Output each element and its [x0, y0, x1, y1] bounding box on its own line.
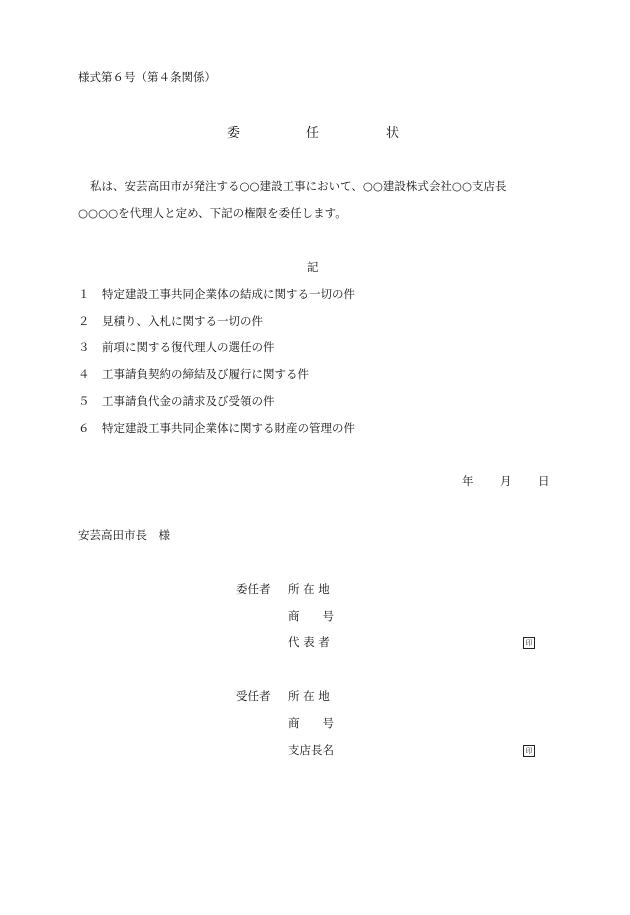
item-number: ４: [78, 367, 90, 381]
item-text: 前項に関する復代理人の選任の件: [102, 340, 275, 354]
delegatee-role: 受任者: [236, 689, 271, 703]
delegatee-location-label: 所 在 地: [288, 689, 330, 703]
date-day: 日: [538, 474, 550, 488]
delegator-location-label: 所 在 地: [288, 582, 330, 596]
list-item: [78, 342, 275, 354]
delegator-trade-name-label: 商 号: [288, 609, 334, 623]
body-line-1: 私は、安芸高田市が発注する○○建設工事において、○○建設株式会社○○支店長: [90, 179, 507, 193]
ki-heading: 記: [307, 260, 319, 274]
delegatee-trade-name-label: 商 号: [288, 716, 334, 730]
item-number: １: [78, 287, 90, 301]
list-item: [78, 369, 309, 381]
seal-mark: 印: [523, 745, 535, 757]
item-number: ２: [78, 314, 90, 328]
item-text: 特定建設工事共同企業体の結成に関する一切の件: [102, 287, 355, 301]
list-item: [78, 289, 355, 301]
title-char-3: 状: [386, 126, 400, 141]
delegatee-branch-manager-label: 支店長名: [288, 743, 334, 757]
title-char-2: 任: [306, 126, 320, 141]
list-item: [78, 423, 355, 435]
list-item: [78, 396, 275, 408]
body-line-2: ○○○○を代理人と定め、下記の権限を委任します。: [78, 206, 347, 220]
seal-mark: 印: [523, 637, 535, 649]
item-number: ６: [78, 421, 90, 435]
delegator-representative-label: 代 表 者: [288, 635, 330, 649]
date-year: 年: [462, 474, 474, 488]
list-item: [78, 316, 263, 328]
item-text: 工事請負契約の締結及び履行に関する件: [102, 367, 309, 381]
item-number: ３: [78, 340, 90, 354]
form-number: 様式第６号（第４条関係）: [78, 70, 216, 84]
title-char-1: 委: [227, 126, 241, 141]
item-text: 特定建設工事共同企業体に関する財産の管理の件: [102, 421, 355, 435]
item-number: ５: [78, 394, 90, 408]
delegator-role: 委任者: [236, 582, 271, 596]
date-month: 月: [500, 474, 512, 488]
addressee: 安芸高田市長 様: [78, 528, 170, 542]
item-text: 工事請負代金の請求及び受領の件: [102, 394, 275, 408]
item-text: 見積り、入札に関する一切の件: [102, 314, 263, 328]
